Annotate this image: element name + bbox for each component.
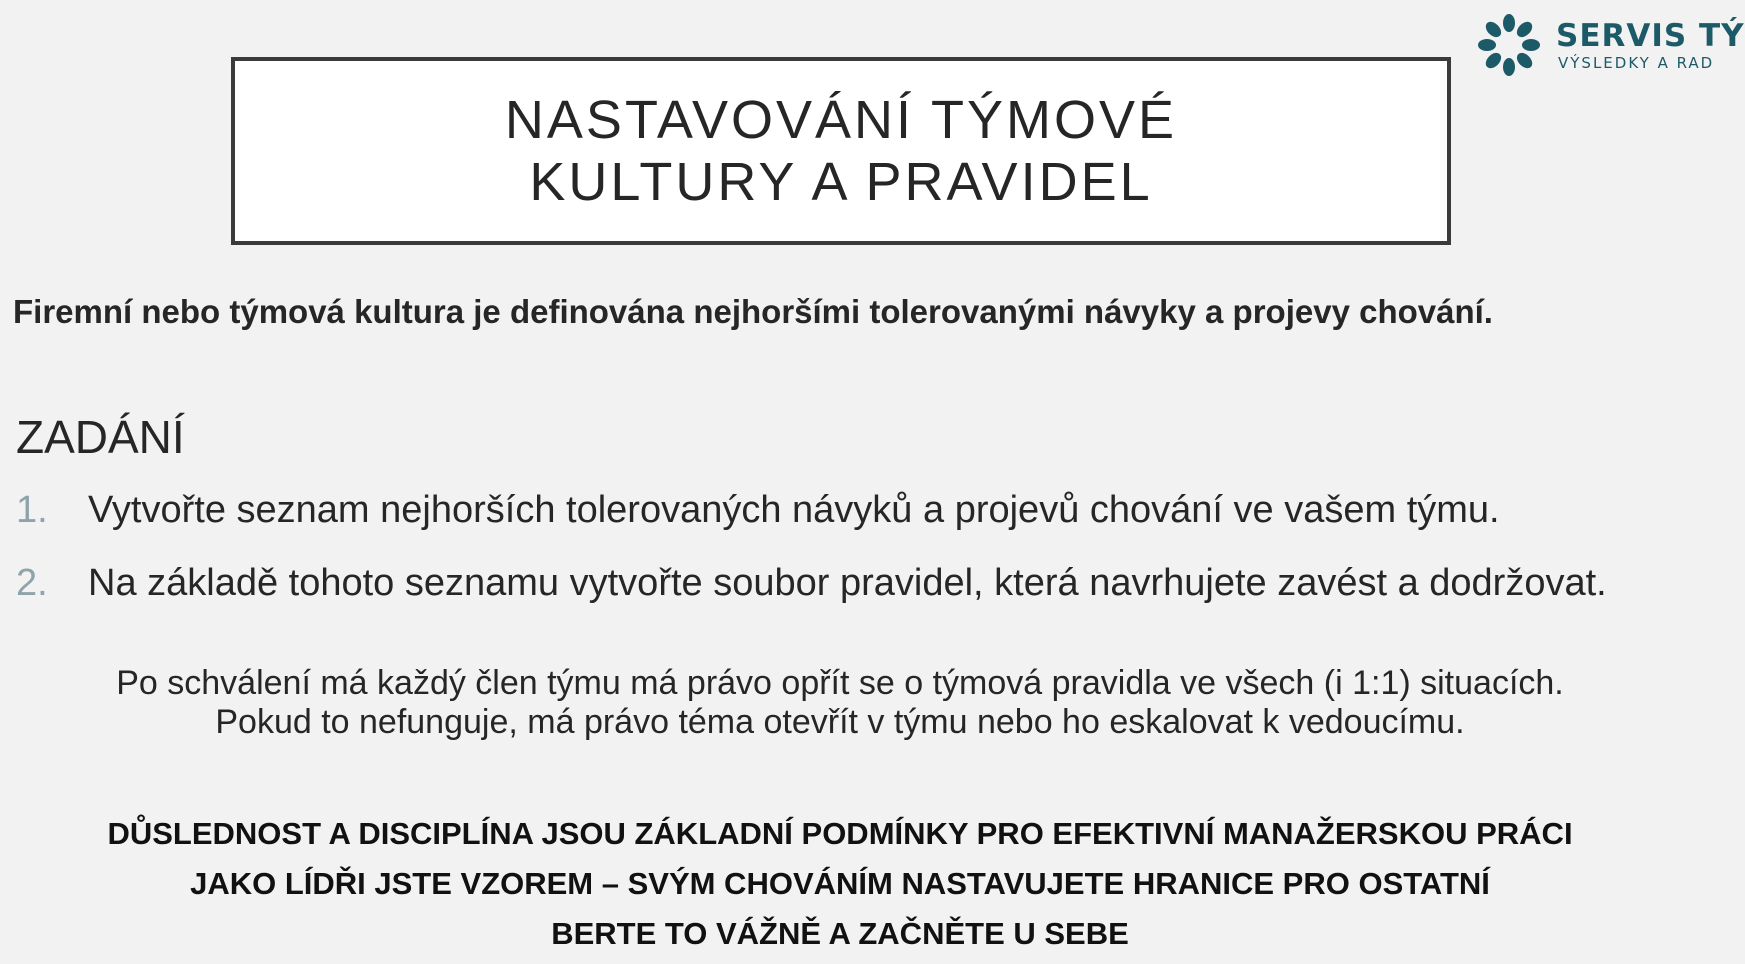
list-item-text: Na základě tohoto seznamu vytvořte soubor pravidel, která navrhujete zavést a dodržovat.	[88, 562, 1607, 604]
closing-line-1: DŮSLEDNOST A DISCIPLÍNA JSOU ZÁKLADNÍ PODMÍNKY PRO EFEKTIVNÍ MANAŽERSKOU PRÁCI	[107, 816, 1573, 851]
closing-line-3: BERTE TO VÁŽNĚ A ZAČNĚTE U SEBE	[551, 916, 1129, 951]
note-line-1: Po schválení má každý člen týmu má právo opřít se o týmová pravidla ve všech (i 1:1) situacích.	[116, 664, 1564, 702]
closing-line-2: JAKO LÍDŘI JSTE VZOREM – SVÝM CHOVÁNÍM NASTAVUJETE HRANICE PRO OSTATNÍ	[190, 866, 1490, 901]
flower-icon	[1474, 10, 1544, 80]
brand-tagline: VÝSLEDKY A RAD	[1558, 54, 1715, 72]
closing-statements	[0, 809, 1680, 959]
title-box	[231, 57, 1451, 245]
list-item	[16, 562, 1607, 635]
list-item	[16, 489, 1607, 562]
title-line-1: NASTAVOVÁNÍ TÝMOVÉ	[504, 90, 1178, 150]
section-heading: ZADÁNÍ	[16, 411, 185, 463]
list-item-text: Vytvořte seznam nejhorších tolerovaných návyků a projevů chování ve vašem týmu.	[88, 489, 1500, 531]
brand-logo	[1474, 10, 1745, 80]
task-list	[16, 489, 1607, 635]
list-item-number: 2.	[16, 562, 48, 604]
list-item-number: 1.	[16, 489, 48, 531]
note-line-2: Pokud to nefunguje, má právo téma otevřít v týmu nebo ho eskalovat k vedoucímu.	[215, 703, 1465, 741]
note-paragraph	[0, 664, 1680, 742]
lead-statement: Firemní nebo týmová kultura je definována nejhoršími tolerovanými návyky a projevy chování.	[13, 293, 1493, 330]
title-line-2: KULTURY A PRAVIDEL	[529, 152, 1153, 212]
brand-name: SERVIS TÝ	[1556, 18, 1745, 54]
